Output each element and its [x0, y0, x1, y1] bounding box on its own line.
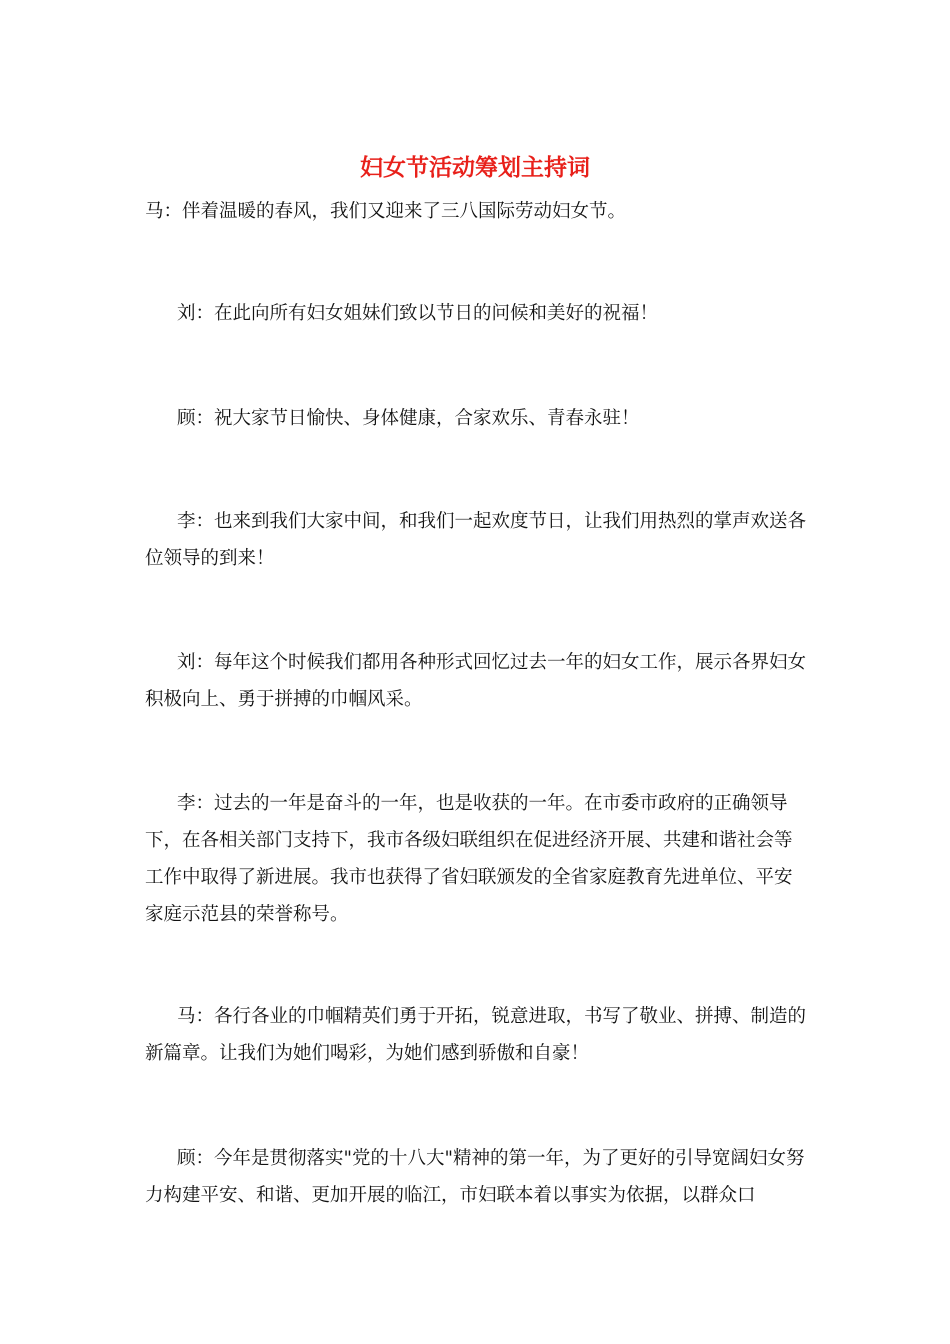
- paragraph-1: 马：伴着温暖的春风，我们又迎来了三八国际劳动妇女节。: [145, 201, 627, 222]
- paragraph-2: 刘：在此向所有妇女姐妹们致以节日的问候和美好的祝福！: [177, 303, 659, 324]
- paragraph-7: 马：各行各业的巾帼精英们勇于开拓，锐意进取，书写了敬业、拼搏、制造的新篇章。让我们为她们喝彩，为她们感到骄傲和自豪！: [145, 1006, 807, 1064]
- paragraph-4: 李：也来到我们大家中间，和我们一起欢度节日，让我们用热烈的掌声欢送各位领导的到来！: [145, 511, 807, 569]
- document-title: 妇女节活动筹划主持词: [360, 154, 590, 181]
- paragraph-5: 刘：每年这个时候我们都用各种形式回忆过去一年的妇女工作，展示各界妇女积极向上、勇于拼搏的巾帼风采。: [145, 652, 807, 710]
- paragraph-6: 李：过去的一年是奋斗的一年，也是收获的一年。在市委市政府的正确领导下，在各相关部门支持下，我市各级妇联组织在促进经济开展、共建和谐社会等工作中取得了新进展。我市也获得了省妇联颁发的全省家庭教育先进单位、平安家庭示范县的荣誉称号。: [145, 793, 793, 925]
- paragraph-3: 顾：祝大家节日愉快、身体健康，合家欢乐、青春永驻！: [177, 408, 640, 429]
- paragraph-8: 顾：今年是贯彻落实"党的十八大"精神的第一年，为了更好的引导宽阔妇女努力构建平安、和谐、更加开展的临江，市妇联本着以事实为依据，以群众口: [145, 1148, 805, 1206]
